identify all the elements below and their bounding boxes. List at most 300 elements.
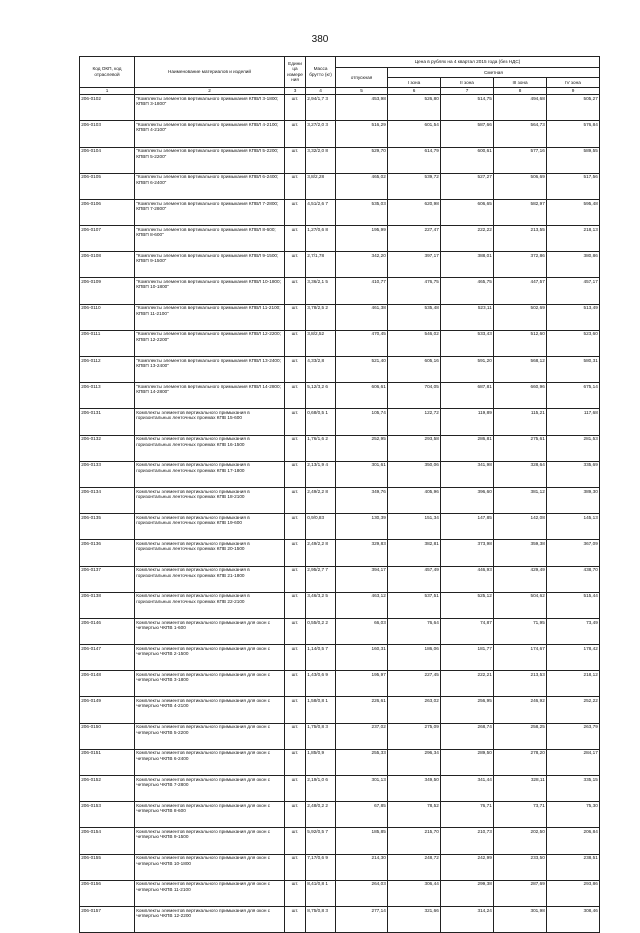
row-name: Комплекты элементов вертикального примыкания в горизонтальных ленточных проемах КПВ 22-2100 bbox=[135, 592, 285, 618]
row-price-zone-1: 526,80 bbox=[388, 95, 441, 121]
row-name: "Комплекты элементов вертикального примыкания КПВЛ 12-2200; КПВП 12-2200" bbox=[135, 330, 285, 356]
row-price-zone-1: 293,58 bbox=[388, 435, 441, 461]
row-code: 206-0131 bbox=[80, 409, 135, 435]
row-name: "Комплекты элементов вертикального примыкания КПВЛ 6-2400; КПВП 6-2400" bbox=[135, 173, 285, 199]
row-price-zone-3: 568,12 bbox=[494, 357, 547, 383]
row-price-zone-4: 308,46 bbox=[547, 906, 600, 932]
row-price-zone-2: 446,93 bbox=[441, 566, 494, 592]
header-smetnaya: Сметная bbox=[388, 68, 600, 78]
row-price-zone-4: 576,84 bbox=[547, 121, 600, 147]
row-price-zone-2: 181,77 bbox=[441, 645, 494, 671]
row-price-zone-2: 76,71 bbox=[441, 802, 494, 828]
row-price-zone-3: 287,69 bbox=[494, 880, 547, 906]
row-price-zone-3: 71,95 bbox=[494, 618, 547, 644]
row-code: 206-0106 bbox=[80, 199, 135, 225]
row-price-zone-2: 373,98 bbox=[441, 540, 494, 566]
colnum: 9 bbox=[547, 87, 600, 95]
row-unit: шт. bbox=[285, 723, 306, 749]
row-mass: 0,9/0,83 bbox=[306, 514, 336, 540]
row-mass: 2,7/1,78 bbox=[306, 252, 336, 278]
row-price-zone-3: 494,68 bbox=[494, 95, 547, 121]
table-row bbox=[80, 147, 600, 173]
table-row bbox=[80, 121, 600, 147]
row-code: 206-0107 bbox=[80, 226, 135, 252]
header-mass: Масса брутто (кг) bbox=[306, 57, 336, 88]
row-code: 206-0149 bbox=[80, 697, 135, 723]
row-unit: шт. bbox=[285, 252, 306, 278]
row-price-zone-1: 321,66 bbox=[388, 906, 441, 932]
row-price-zone-4: 505,27 bbox=[547, 95, 600, 121]
row-price-zone-4: 580,31 bbox=[547, 357, 600, 383]
row-price-zone-4: 335,15 bbox=[547, 776, 600, 802]
row-price-zone-3: 142,08 bbox=[494, 514, 547, 540]
table-row bbox=[80, 749, 600, 775]
row-mass: 2,19/1,0 6 bbox=[306, 776, 336, 802]
row-price-zone-1: 539,72 bbox=[388, 173, 441, 199]
row-price-zone-3: 359,38 bbox=[494, 540, 547, 566]
row-price-otpusk: 516,29 bbox=[336, 121, 388, 147]
row-price-otpusk: 160,31 bbox=[336, 645, 388, 671]
colnum: 5 bbox=[336, 87, 388, 95]
row-price-otpusk: 529,70 bbox=[336, 147, 388, 173]
row-price-zone-4: 117,68 bbox=[547, 409, 600, 435]
row-price-zone-1: 122,72 bbox=[388, 409, 441, 435]
row-price-zone-3: 447,57 bbox=[494, 278, 547, 304]
row-unit: шт. bbox=[285, 487, 306, 513]
row-price-zone-1: 296,34 bbox=[388, 749, 441, 775]
row-price-zone-3: 301,98 bbox=[494, 906, 547, 932]
row-price-zone-4: 523,60 bbox=[547, 330, 600, 356]
row-unit: шт. bbox=[285, 95, 306, 121]
row-price-zone-2: 606,65 bbox=[441, 199, 494, 225]
row-price-zone-4: 517,56 bbox=[547, 173, 600, 199]
row-price-otpusk: 606,61 bbox=[336, 383, 388, 409]
row-price-zone-3: 275,61 bbox=[494, 435, 547, 461]
row-price-zone-3: 258,25 bbox=[494, 723, 547, 749]
row-code: 206-0156 bbox=[80, 880, 135, 906]
row-mass: 0,68/0,5 1 bbox=[306, 409, 336, 435]
row-name: Комплекты элементов вертикального примыкания для окон с четвертью ЧКПВ 10-1800 bbox=[135, 854, 285, 880]
row-code: 206-0113 bbox=[80, 383, 135, 409]
row-price-zone-3: 506,69 bbox=[494, 173, 547, 199]
row-mass: 8,75/0,8 3 bbox=[306, 906, 336, 932]
colnum: 3 bbox=[285, 87, 306, 95]
row-price-zone-4: 238,51 bbox=[547, 854, 600, 880]
row-price-zone-4: 389,30 bbox=[547, 487, 600, 513]
row-price-zone-2: 341,44 bbox=[441, 776, 494, 802]
row-unit: шт. bbox=[285, 173, 306, 199]
row-price-zone-1: 397,17 bbox=[388, 252, 441, 278]
row-unit: шт. bbox=[285, 906, 306, 932]
row-name: Комплекты элементов вертикального примыкания в горизонтальных ленточных проемах КПВ 21-1800 bbox=[135, 566, 285, 592]
row-price-zone-1: 76,64 bbox=[388, 618, 441, 644]
row-price-otpusk: 264,03 bbox=[336, 880, 388, 906]
row-price-zone-2: 289,50 bbox=[441, 749, 494, 775]
row-name: Комплекты элементов вертикального примыкания для окон с четвертью ЧКПВ 3-1800 bbox=[135, 671, 285, 697]
row-price-zone-2: 591,20 bbox=[441, 357, 494, 383]
row-price-zone-1: 605,16 bbox=[388, 357, 441, 383]
row-mass: 1,58/0,8 1 bbox=[306, 697, 336, 723]
row-name: Комплекты элементов вертикального примыкания в горизонтальных ленточных проемах КПВ 19-600 bbox=[135, 514, 285, 540]
row-price-zone-2: 341,98 bbox=[441, 461, 494, 487]
row-price-zone-1: 614,79 bbox=[388, 147, 441, 173]
row-code: 206-0153 bbox=[80, 802, 135, 828]
row-price-zone-3: 328,64 bbox=[494, 461, 547, 487]
row-price-zone-2: 525,12 bbox=[441, 592, 494, 618]
row-price-otpusk: 66,03 bbox=[336, 618, 388, 644]
row-name: Комплекты элементов вертикального примыкания для окон с четвертью ЧКПВ 8-600 bbox=[135, 802, 285, 828]
row-code: 206-0157 bbox=[80, 906, 135, 932]
row-name: Комплекты элементов вертикального примыкания для окон с четвертью ЧКПВ 9-1500 bbox=[135, 828, 285, 854]
row-price-zone-1: 457,49 bbox=[388, 566, 441, 592]
row-name: "Комплекты элементов вертикального примыкания КПВЛ 8-600; КПВП 8-600" bbox=[135, 226, 285, 252]
table-row bbox=[80, 592, 600, 618]
table-row bbox=[80, 409, 600, 435]
row-price-otpusk: 237,02 bbox=[336, 723, 388, 749]
row-price-otpusk: 394,17 bbox=[336, 566, 388, 592]
row-unit: шт. bbox=[285, 278, 306, 304]
row-price-zone-1: 78,52 bbox=[388, 802, 441, 828]
row-unit: шт. bbox=[285, 776, 306, 802]
row-name: Комплекты элементов вертикального примыкания в горизонтальных ленточных проемах КПВ 15-600 bbox=[135, 409, 285, 435]
row-mass: 2,49/2,2 8 bbox=[306, 540, 336, 566]
row-price-otpusk: 105,74 bbox=[336, 409, 388, 435]
header-otpusk: отпускная bbox=[336, 68, 388, 87]
row-unit: шт. bbox=[285, 592, 306, 618]
column-number-row bbox=[80, 87, 600, 95]
table-row bbox=[80, 330, 600, 356]
row-name: "Комплекты элементов вертикального примыкания КПВЛ 11-2100; КПВП 11-2100" bbox=[135, 304, 285, 330]
row-unit: шт. bbox=[285, 514, 306, 540]
row-price-zone-2: 74,87 bbox=[441, 618, 494, 644]
table-row bbox=[80, 226, 600, 252]
row-price-zone-3: 246,92 bbox=[494, 697, 547, 723]
row-price-zone-1: 405,96 bbox=[388, 487, 441, 513]
colnum: 2 bbox=[135, 87, 285, 95]
table-row bbox=[80, 697, 600, 723]
row-name: Комплекты элементов вертикального примыкания в горизонтальных ленточных проемах КПВ 20-1500 bbox=[135, 540, 285, 566]
table-row bbox=[80, 802, 600, 828]
row-price-zone-2: 533,43 bbox=[441, 330, 494, 356]
table-row bbox=[80, 906, 600, 932]
row-price-zone-1: 248,72 bbox=[388, 854, 441, 880]
row-price-otpusk: 301,61 bbox=[336, 461, 388, 487]
row-price-zone-4: 75,30 bbox=[547, 802, 600, 828]
row-price-otpusk: 214,30 bbox=[336, 854, 388, 880]
row-price-zone-1: 349,50 bbox=[388, 776, 441, 802]
row-unit: шт. bbox=[285, 540, 306, 566]
row-code: 206-0105 bbox=[80, 173, 135, 199]
row-price-zone-4: 263,79 bbox=[547, 723, 600, 749]
table-row bbox=[80, 514, 600, 540]
row-code: 206-0150 bbox=[80, 723, 135, 749]
row-code: 206-0152 bbox=[80, 776, 135, 802]
row-price-zone-4: 513,49 bbox=[547, 304, 600, 330]
row-price-zone-3: 564,73 bbox=[494, 121, 547, 147]
row-price-otpusk: 67,85 bbox=[336, 802, 388, 828]
row-price-zone-2: 587,66 bbox=[441, 121, 494, 147]
row-price-zone-1: 151,34 bbox=[388, 514, 441, 540]
row-name: Комплекты элементов вертикального примыкания для окон с четвертью ЧКПВ 11-2100 bbox=[135, 880, 285, 906]
row-mass: 3,78/2,5 2 bbox=[306, 304, 336, 330]
row-code: 206-0154 bbox=[80, 828, 135, 854]
table-row bbox=[80, 723, 600, 749]
row-code: 206-0109 bbox=[80, 278, 135, 304]
row-price-zone-2: 527,27 bbox=[441, 173, 494, 199]
header-unit: Едини ца измере ния bbox=[285, 57, 306, 88]
row-code: 206-0147 bbox=[80, 645, 135, 671]
row-name: "Комплекты элементов вертикального примыкания КПВЛ 14-2800; КПВП 14-2800" bbox=[135, 383, 285, 409]
row-price-zone-1: 601,54 bbox=[388, 121, 441, 147]
row-unit: шт. bbox=[285, 409, 306, 435]
row-price-zone-3: 512,60 bbox=[494, 330, 547, 356]
row-price-zone-3: 660,96 bbox=[494, 383, 547, 409]
row-mass: 2,49/2,2 8 bbox=[306, 487, 336, 513]
row-price-zone-1: 263,02 bbox=[388, 697, 441, 723]
row-price-otpusk: 301,13 bbox=[336, 776, 388, 802]
row-mass: 5,12/3,2 6 bbox=[306, 383, 336, 409]
row-price-zone-2: 210,73 bbox=[441, 828, 494, 854]
row-price-otpusk: 255,33 bbox=[336, 749, 388, 775]
row-price-zone-4: 457,17 bbox=[547, 278, 600, 304]
row-price-otpusk: 535,03 bbox=[336, 199, 388, 225]
row-name: "Комплекты элементов вертикального примыкания КПВЛ 5-2200; КПВП 5-2200" bbox=[135, 147, 285, 173]
row-code: 206-0110 bbox=[80, 304, 135, 330]
row-price-zone-4: 281,53 bbox=[547, 435, 600, 461]
table-row bbox=[80, 880, 600, 906]
table-row bbox=[80, 435, 600, 461]
table-row bbox=[80, 828, 600, 854]
row-name: "Комплекты элементов вертикального примыкания КПВЛ 10-1800; КПВП 10-1800" bbox=[135, 278, 285, 304]
row-price-zone-2: 119,89 bbox=[441, 409, 494, 435]
row-price-zone-1: 537,51 bbox=[388, 592, 441, 618]
row-name: Комплекты элементов вертикального примыкания для окон с четвертью ЧКПВ 7-2800 bbox=[135, 776, 285, 802]
row-price-zone-2: 314,24 bbox=[441, 906, 494, 932]
row-price-zone-4: 367,09 bbox=[547, 540, 600, 566]
row-name: Комплекты элементов вертикального примыкания для окон с четвертью ЧКПВ 1-600 bbox=[135, 618, 285, 644]
row-code: 206-0108 bbox=[80, 252, 135, 278]
row-price-otpusk: 277,14 bbox=[336, 906, 388, 932]
row-price-zone-4: 515,44 bbox=[547, 592, 600, 618]
row-unit: шт. bbox=[285, 697, 306, 723]
row-mass: 5,92/0,5 7 bbox=[306, 828, 336, 854]
table-row bbox=[80, 95, 600, 121]
row-unit: шт. bbox=[285, 461, 306, 487]
row-name: Комплекты элементов вертикального примыкания в горизонтальных ленточных проемах КПВ 17-1800 bbox=[135, 461, 285, 487]
row-price-zone-3: 213,53 bbox=[494, 671, 547, 697]
row-code: 206-0102 bbox=[80, 95, 135, 121]
row-price-zone-2: 396,60 bbox=[441, 487, 494, 513]
row-price-zone-2: 465,75 bbox=[441, 278, 494, 304]
row-mass: 2,95/2,7 7 bbox=[306, 566, 336, 592]
row-unit: шт. bbox=[285, 435, 306, 461]
row-price-zone-1: 382,81 bbox=[388, 540, 441, 566]
row-name: "Комплекты элементов вертикального примыкания КПВЛ 4-2100; КПВП 4-2100" bbox=[135, 121, 285, 147]
row-price-zone-2: 268,74 bbox=[441, 723, 494, 749]
row-mass: 3,27/2,0 3 bbox=[306, 121, 336, 147]
row-price-zone-2: 222,22 bbox=[441, 226, 494, 252]
row-name: Комплекты элементов вертикального примыкания в горизонтальных ленточных проемах КПВ 18-2100 bbox=[135, 487, 285, 513]
row-code: 206-0146 bbox=[80, 618, 135, 644]
row-price-zone-4: 380,86 bbox=[547, 252, 600, 278]
row-code: 206-0135 bbox=[80, 514, 135, 540]
row-price-zone-4: 145,13 bbox=[547, 514, 600, 540]
row-unit: шт. bbox=[285, 880, 306, 906]
row-price-otpusk: 470,45 bbox=[336, 330, 388, 356]
row-unit: шт. bbox=[285, 566, 306, 592]
row-price-zone-2: 242,99 bbox=[441, 854, 494, 880]
colnum: 8 bbox=[494, 87, 547, 95]
row-name: "Комплекты элементов вертикального примыкания КПВЛ 9-1500; КПВП 9-1500" bbox=[135, 252, 285, 278]
table-row bbox=[80, 487, 600, 513]
row-mass: 1,14/0,5 7 bbox=[306, 645, 336, 671]
row-price-zone-1: 704,05 bbox=[388, 383, 441, 409]
row-mass: 1,75/0,8 3 bbox=[306, 723, 336, 749]
row-code: 206-0132 bbox=[80, 435, 135, 461]
page-number: 380 bbox=[311, 34, 329, 45]
table-row bbox=[80, 566, 600, 592]
row-unit: шт. bbox=[285, 618, 306, 644]
row-name: "Комплекты элементов вертикального примыкания КПВЛ 3-1800; КПВП 3-1800" bbox=[135, 95, 285, 121]
table-row bbox=[80, 461, 600, 487]
row-mass: 4,33/2,8 bbox=[306, 357, 336, 383]
table-row bbox=[80, 173, 600, 199]
row-price-otpusk: 521,40 bbox=[336, 357, 388, 383]
row-price-zone-4: 589,55 bbox=[547, 147, 600, 173]
table-row bbox=[80, 540, 600, 566]
row-mass: 8,41/0,8 1 bbox=[306, 880, 336, 906]
row-code: 206-0148 bbox=[80, 671, 135, 697]
table-row bbox=[80, 383, 600, 409]
row-mass: 1,27/0,6 8 bbox=[306, 226, 336, 252]
row-price-zone-1: 186,06 bbox=[388, 645, 441, 671]
row-price-zone-4: 595,48 bbox=[547, 199, 600, 225]
row-price-zone-3: 577,16 bbox=[494, 147, 547, 173]
row-price-zone-3: 73,71 bbox=[494, 802, 547, 828]
row-code: 206-0151 bbox=[80, 749, 135, 775]
row-mass: 7,17/0,6 9 bbox=[306, 854, 336, 880]
row-name: Комплекты элементов вертикального примыкания для окон с четвертью ЧКПВ 4-2100 bbox=[135, 697, 285, 723]
table-header bbox=[80, 57, 600, 95]
row-price-zone-1: 476,75 bbox=[388, 278, 441, 304]
row-price-zone-1: 227,45 bbox=[388, 671, 441, 697]
row-unit: шт. bbox=[285, 854, 306, 880]
row-price-zone-4: 284,17 bbox=[547, 749, 600, 775]
row-price-zone-3: 372,86 bbox=[494, 252, 547, 278]
row-price-otpusk: 453,98 bbox=[336, 95, 388, 121]
row-code: 206-0111 bbox=[80, 330, 135, 356]
table-row bbox=[80, 357, 600, 383]
row-price-zone-4: 252,22 bbox=[547, 697, 600, 723]
row-price-zone-2: 514,75 bbox=[441, 95, 494, 121]
row-price-zone-4: 73,49 bbox=[547, 618, 600, 644]
row-price-zone-1: 306,44 bbox=[388, 880, 441, 906]
header-zone-3: III зона bbox=[494, 78, 547, 87]
row-code: 206-0103 bbox=[80, 121, 135, 147]
row-code: 206-0134 bbox=[80, 487, 135, 513]
row-price-otpusk: 195,99 bbox=[336, 226, 388, 252]
row-unit: шт. bbox=[285, 645, 306, 671]
row-code: 206-0137 bbox=[80, 566, 135, 592]
row-price-otpusk: 410,77 bbox=[336, 278, 388, 304]
row-code: 206-0136 bbox=[80, 540, 135, 566]
row-unit: шт. bbox=[285, 383, 306, 409]
row-mass: 2,94/1,7 3 bbox=[306, 95, 336, 121]
row-price-zone-1: 350,06 bbox=[388, 461, 441, 487]
row-unit: шт. bbox=[285, 304, 306, 330]
row-unit: шт. bbox=[285, 121, 306, 147]
row-price-zone-3: 504,62 bbox=[494, 592, 547, 618]
row-price-otpusk: 461,38 bbox=[336, 304, 388, 330]
table-row bbox=[80, 645, 600, 671]
row-price-zone-3: 174,67 bbox=[494, 645, 547, 671]
row-price-otpusk: 185,85 bbox=[336, 828, 388, 854]
row-unit: шт. bbox=[285, 147, 306, 173]
row-price-zone-3: 213,55 bbox=[494, 226, 547, 252]
row-code: 206-0112 bbox=[80, 357, 135, 383]
row-mass: 4,51/2,6 7 bbox=[306, 199, 336, 225]
row-price-zone-3: 429,49 bbox=[494, 566, 547, 592]
row-unit: шт. bbox=[285, 749, 306, 775]
row-price-zone-4: 438,70 bbox=[547, 566, 600, 592]
row-price-zone-2: 147,85 bbox=[441, 514, 494, 540]
row-mass: 1,85/0,9 bbox=[306, 749, 336, 775]
row-code: 206-0104 bbox=[80, 147, 135, 173]
row-mass: 3,36/2,1 5 bbox=[306, 278, 336, 304]
header-code: Код ОКП, код отраслевой bbox=[80, 57, 135, 88]
row-unit: шт. bbox=[285, 330, 306, 356]
header-zone-2: II зона bbox=[441, 78, 494, 87]
row-price-zone-4: 218,13 bbox=[547, 226, 600, 252]
row-price-otpusk: 130,39 bbox=[336, 514, 388, 540]
row-price-zone-4: 675,14 bbox=[547, 383, 600, 409]
row-price-zone-2: 286,81 bbox=[441, 435, 494, 461]
row-price-zone-2: 222,21 bbox=[441, 671, 494, 697]
row-name: Комплекты элементов вертикального примыкания в горизонтальных ленточных проемах КПВ 16-1500 bbox=[135, 435, 285, 461]
table-row bbox=[80, 776, 600, 802]
row-price-otpusk: 463,12 bbox=[336, 592, 388, 618]
row-price-zone-3: 115,21 bbox=[494, 409, 547, 435]
row-code: 206-0133 bbox=[80, 461, 135, 487]
row-mass: 1,43/0,6 9 bbox=[306, 671, 336, 697]
row-price-zone-4: 218,12 bbox=[547, 671, 600, 697]
table-row bbox=[80, 304, 600, 330]
table-row bbox=[80, 618, 600, 644]
row-price-zone-2: 523,11 bbox=[441, 304, 494, 330]
row-price-otpusk: 226,61 bbox=[336, 697, 388, 723]
row-price-zone-3: 502,69 bbox=[494, 304, 547, 330]
row-mass: 2,13/1,9 4 bbox=[306, 461, 336, 487]
row-mass: 1,76/1,6 2 bbox=[306, 435, 336, 461]
row-name: Комплекты элементов вертикального примыкания для окон с четвертью ЧКПВ 6-2400 bbox=[135, 749, 285, 775]
colnum: 1 bbox=[80, 87, 135, 95]
row-name: "Комплекты элементов вертикального примыкания КПВЛ 13-2400; КПВП 13-2400" bbox=[135, 357, 285, 383]
row-price-zone-2: 299,38 bbox=[441, 880, 494, 906]
header-zone-4: IV зона bbox=[547, 78, 600, 87]
row-name: Комплекты элементов вертикального примыкания для окон с четвертью ЧКПВ 2-1500 bbox=[135, 645, 285, 671]
row-price-zone-3: 202,50 bbox=[494, 828, 547, 854]
row-mass: 3,32/2,0 8 bbox=[306, 147, 336, 173]
row-mass: 3,8/2,28 bbox=[306, 173, 336, 199]
row-mass: 2,48/0,2 2 bbox=[306, 802, 336, 828]
row-unit: шт. bbox=[285, 802, 306, 828]
row-code: 206-0138 bbox=[80, 592, 135, 618]
row-price-zone-1: 275,09 bbox=[388, 723, 441, 749]
row-mass: 3,46/3,2 5 bbox=[306, 592, 336, 618]
table-row bbox=[80, 278, 600, 304]
table-row bbox=[80, 199, 600, 225]
row-price-zone-1: 215,70 bbox=[388, 828, 441, 854]
